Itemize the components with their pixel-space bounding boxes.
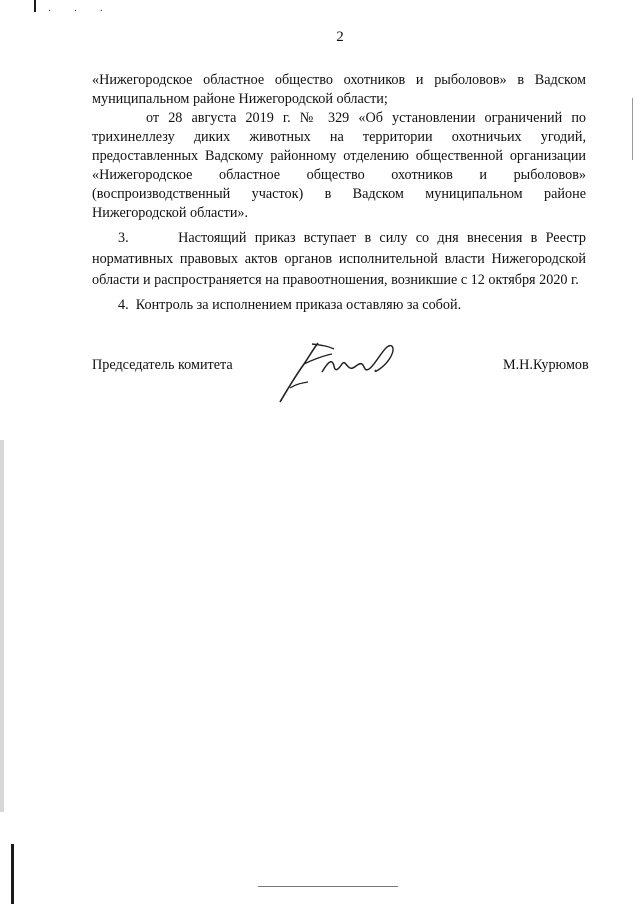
paragraph-item-4 (92, 296, 586, 315)
scan-edge-mark (11, 844, 14, 904)
page-number: 2 (336, 29, 344, 45)
paragraph-text: 4. Контроль за исполнением приказа оставляю за собой. (118, 297, 462, 313)
paragraph-item-3 (92, 228, 586, 291)
scan-edge-shadow (0, 440, 4, 812)
scan-bottom-line (258, 886, 398, 887)
scan-dots: · · · (48, 6, 113, 17)
scan-edge-mark (632, 98, 633, 160)
paragraph-text: «Нижегородское областное общество охотников и рыболовов» в Вадском муниципальном районе Нижегородской области; (92, 72, 586, 107)
handwritten-signature (272, 336, 402, 413)
paragraph-text: от 28 августа 2019 г. № 329 «Об установлении ограничений по трихинеллезу диких животных на территории охотничьих угодий, предоставленных Вадскому районному отделению общественной организации «Нижегородское областное общество охотников и рыболовов» (воспроизводственный участок) в Вадском муниципальном районе Нижегородской области». (92, 110, 586, 221)
paragraph-text: 3. Настоящий приказ вступает в силу со дня внесения в Реестр нормативных правовых актов органов исполнительной власти Нижегородской области и распространяется на правоотношения, возникшие с 12 октября 2020 г. (92, 230, 586, 288)
paragraph-continuation (92, 71, 586, 109)
signatory-name: М.Н.Курюмов (503, 357, 589, 373)
paragraph-order-329 (92, 109, 586, 223)
signatory-title: Председатель комитета (92, 357, 233, 373)
scan-edge-mark (34, 0, 36, 12)
